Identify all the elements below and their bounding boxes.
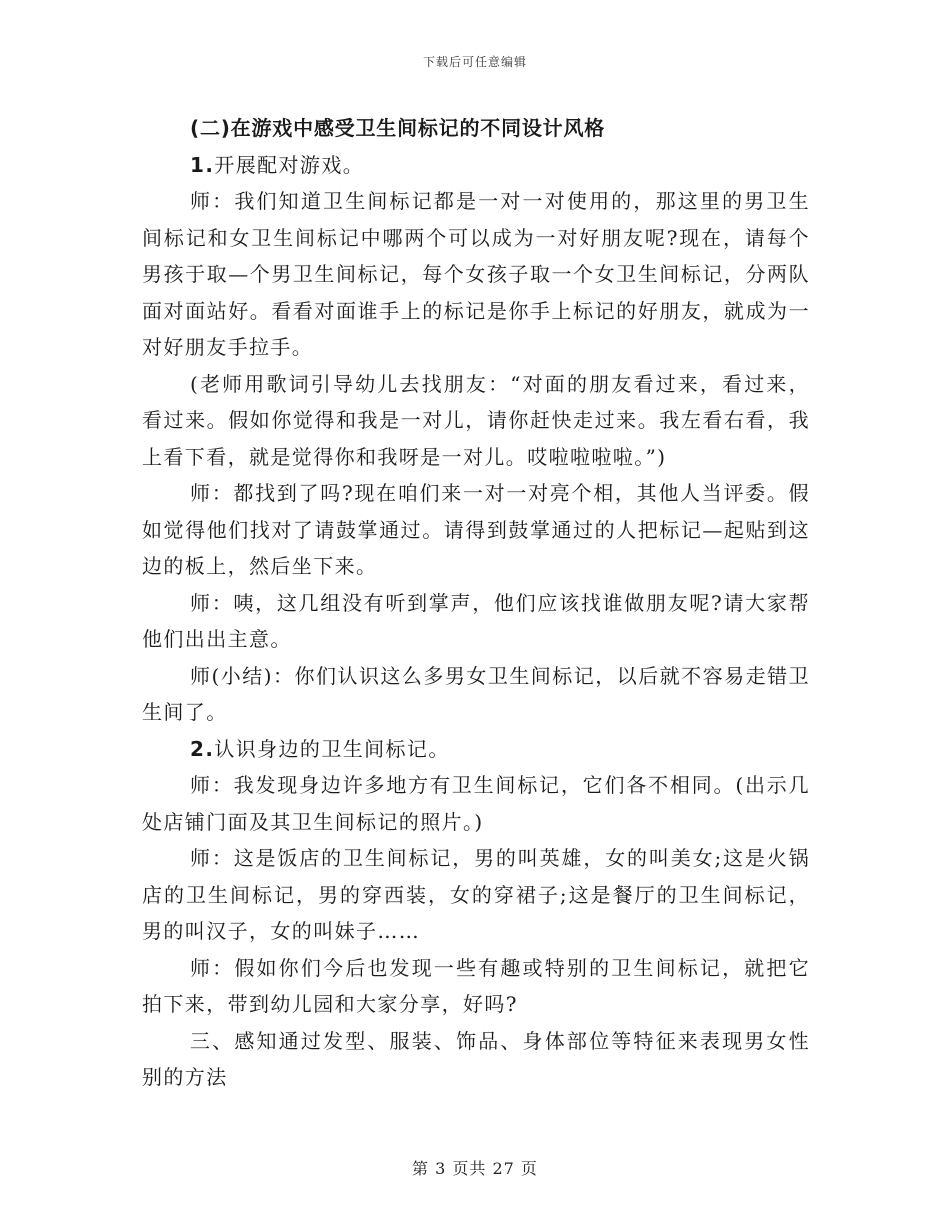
list-number-1: 1. bbox=[190, 152, 215, 177]
paragraph: 师(小结)：你们认识这么多男女卫生间标记，以后就不容易走错卫生间了。 bbox=[142, 663, 810, 724]
paragraph: 师：都找到了吗?现在咱们来一对一对亮个相，其他人当评委。假如觉得他们找对了请鼓掌通过。请得到鼓掌通过的人把标记—起贴到这边的板上，然后坐下来。 bbox=[142, 481, 810, 578]
page-header: 下载后可任意编辑 bbox=[422, 55, 527, 69]
paragraph: (老师用歌词引导幼儿去找朋友：“对面的朋友看过来，看过来，看过来。假如你觉得和我是一对儿，请你赶快走过来。我左看右看，我上看下看，就是觉得你和我呀是一对儿。哎啦啦啦啦。”) bbox=[142, 371, 810, 469]
list-number-2: 2. bbox=[190, 736, 215, 761]
document-body bbox=[142, 110, 810, 1096]
paragraph: 师：咦，这几组没有听到掌声，他们应该找谁做朋友呢?请大家帮他们出出主意。 bbox=[142, 590, 810, 651]
page-footer: 第 3 页共 27 页 bbox=[412, 1159, 538, 1178]
list-item-1-text: 开展配对游戏。 bbox=[214, 152, 365, 177]
list-item-2 bbox=[142, 731, 810, 768]
list-item-1 bbox=[142, 147, 810, 184]
list-item-2-text: 认识身边的卫生间标记。 bbox=[214, 736, 450, 761]
paragraph: 师：我们知道卫生间标记都是一对一对使用的，那这里的男卫生间标记和女卫生间标记中哪两个可以成为一对好朋友呢?现在，请每个男孩于取—个男卫生间标记，每个女孩子取一个女卫生间标记，分两队面对面站好。看看对面谁手上的标记是你手上标记的好朋友，就成为一对好朋友手拉手。 bbox=[142, 189, 810, 359]
paragraph: 师：我发现身边许多地方有卫生间标记，它们各不相同。(出示几处店铺门面及其卫生间标记的照片。) bbox=[142, 773, 810, 834]
paragraph: 师：假如你们今后也发现一些有趣或特别的卫生间标记，就把它拍下来，带到幼儿园和大家分享，好吗? bbox=[142, 955, 810, 1016]
section-heading-3: 三、感知通过发型、服装、饰品、身体部位等特征来表现男女性别的方法 bbox=[142, 1028, 810, 1089]
section-heading: (二)在游戏中感受卫生间标记的不同设计风格 bbox=[190, 116, 606, 140]
paragraph: 师：这是饭店的卫生间标记，男的叫英雄，女的叫美女;这是火锅店的卫生间标记，男的穿西装，女的穿裙子;这是餐厅的卫生间标记，男的叫汉子，女的叫妹子…… bbox=[142, 846, 810, 943]
